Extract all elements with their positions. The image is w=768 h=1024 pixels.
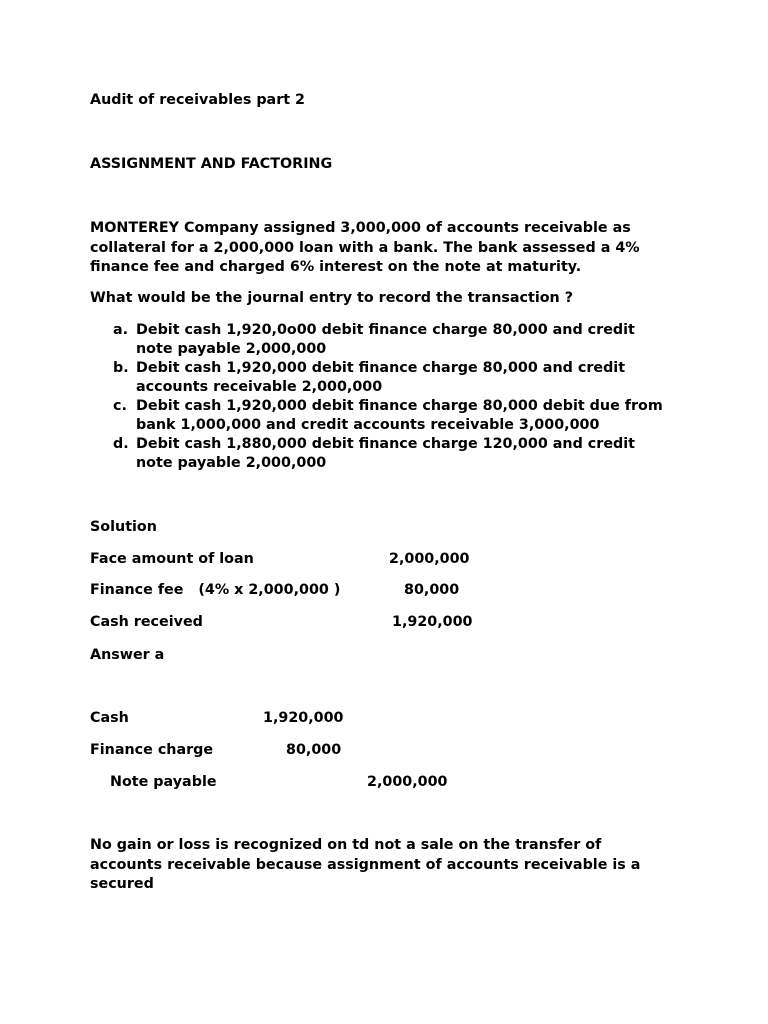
option-text: Debit cash 1,920,000 debit finance charge 80,000 and credit accounts receivable 2,000,000 [136,360,626,396]
journal-debit: 1,920,000 [263,710,344,726]
journal-account: Finance charge [90,742,214,758]
option-label: d. [113,436,129,452]
option-c [113,397,693,435]
option-text: Debit cash 1,880,000 debit finance charge 120,000 and credit note payable 2,000,000 [136,436,635,472]
solution-title: Solution [90,519,157,535]
solution-row-value: 80,000 [404,582,460,598]
solution-row-value: 1,920,000 [392,614,473,630]
option-text: Debit cash 1,920,0o00 debit finance charge 80,000 and credit note payable 2,000,000 [136,322,635,358]
option-label: c. [113,398,127,414]
answer-text: Answer a [90,647,165,663]
option-label: b. [113,360,129,376]
solution-row-label: Cash received [90,614,203,630]
solution-row-value: 2,000,000 [389,551,470,567]
document-heading: Audit of receivables part 2 [90,92,306,108]
journal-account: Note payable [110,774,217,790]
problem-statement: MONTEREY Company assigned 3,000,000 of accounts receivable as collateral for a 2,000,000 loan with a bank. The bank assessed a 4% finance fee and charged 6% interest on the note at maturity. [90,220,640,275]
journal-credit: 2,000,000 [367,774,448,790]
option-b [113,359,693,397]
option-text: Debit cash 1,920,000 debit finance charge 80,000 debit due from bank 1,000,000 and credit accounts receivable 3,000,000 [136,398,663,434]
option-a [113,321,693,359]
solution-row-label: Finance fee (4% x 2,000,000 ) [90,582,341,598]
journal-debit: 80,000 [286,742,342,758]
section-title: ASSIGNMENT AND FACTORING [90,156,333,172]
solution-row-label: Face amount of loan [90,551,254,567]
conclusion-text: No gain or loss is recognized on td not a sale on the transfer of accounts receivable because assignment of accounts receivable is a secured [90,837,641,892]
question-text: What would be the journal entry to record the transaction ? [90,290,574,306]
option-label: a. [113,322,129,338]
option-d [113,435,693,473]
journal-account: Cash [90,710,129,726]
